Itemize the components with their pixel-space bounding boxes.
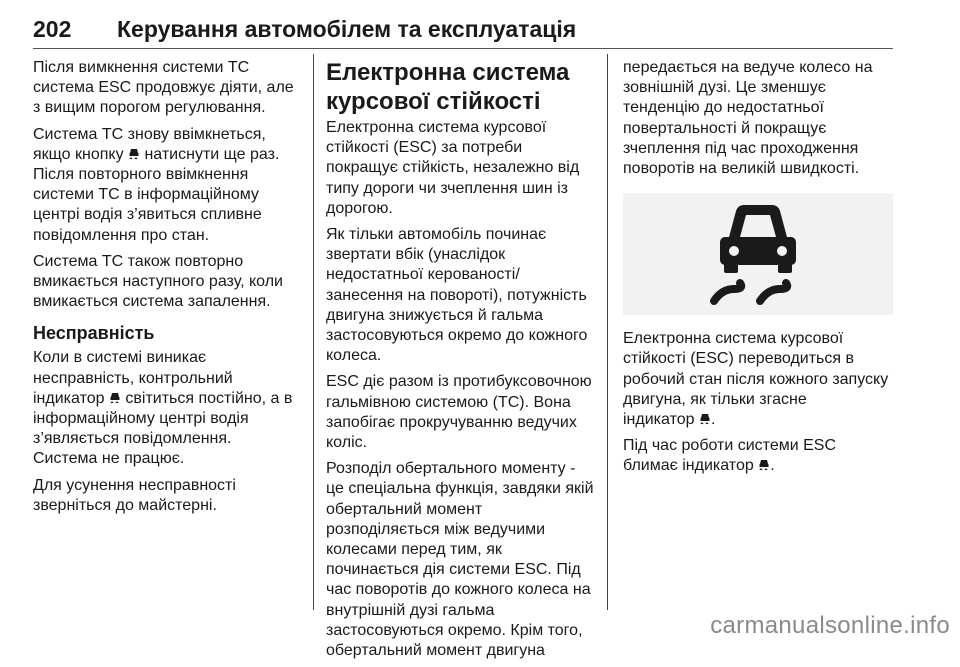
- text-span: Система ТС знову ввімкнеться, якщо кнопку: [33, 125, 266, 163]
- paragraph-esc-tc: ESC діє разом із протибуксовочною гальмівною системою (ТС). Вона запобігає прокручуванню ведучих коліс.: [326, 373, 592, 452]
- paragraph-esc-action: Як тільки автомобіль починає звертати вбік (унаслідок недостатньої керованості/ занесення на повороті), потужність двигуна знижується й гальма застосовуються окремо до кожного колеса.: [326, 226, 588, 365]
- column-divider: [607, 54, 608, 610]
- paragraph-fault: [33, 348, 303, 469]
- paragraph-esc-blink: [623, 436, 893, 476]
- paragraph-workshop: Для усунення несправності зверніться до майстерні.: [33, 476, 236, 514]
- text-span: натиснути ще раз.: [140, 145, 280, 163]
- section-title: Електронна система курсової стійкості: [326, 59, 570, 115]
- paragraph-tc-ignition: Система ТС також повторно вмикається наступного разу, коли вмикається система запалення.: [33, 252, 283, 311]
- column-middle: [326, 58, 596, 667]
- page-number: 202: [33, 16, 72, 42]
- skidding-car-icon: [109, 391, 121, 405]
- text-span: Коли в системі виникає несправність, контрольний індикатор: [33, 349, 233, 407]
- skidding-car-icon: [128, 147, 140, 161]
- text-span: .: [770, 457, 775, 475]
- text-span: Під час роботи системи ESC блимає індикатор: [623, 437, 836, 475]
- esc-indicator-illustration: [623, 193, 893, 315]
- paragraph-torque-cont: передається на ведуче колесо на зовнішній дузі. Це зменшує тенденцію до недостатньої повертальності й покращує зчеплення під час проходження поворотів на великій швидкості.: [623, 59, 873, 178]
- text-span: Електронна система курсової стійкості (ESC) переводиться в робочий стан після кожного запуску двигуна, як тільки згасне індикатор: [623, 330, 889, 429]
- column-left: [33, 58, 303, 522]
- paragraph-torque: Розподіл обертального моменту - це спеціальна функція, завдяки якій обертальний момент розподіляється між ведучими колесами перед тим, як починається дія системи ESC. Під час поворотів до кожного колеса на внутрішній дузі гальма застосовуються окремо. Крім того, обертальний момент двигуна: [326, 460, 594, 660]
- column-right: [623, 58, 893, 483]
- paragraph-tc-off: Після вимкнення системи ТС система ESC продовжує діяти, але з вищим порогом регулювання.: [33, 59, 294, 117]
- esc-indicator-icon: [706, 197, 810, 311]
- chapter-title: Керування автомобілем та експлуатація: [117, 16, 577, 42]
- skidding-car-icon: [699, 412, 711, 426]
- text-span: світиться постійно, а в інформаційному центрі водія з’являється повідомлення. Система не працює.: [33, 389, 293, 468]
- skidding-car-icon: [758, 458, 770, 472]
- page-header: [33, 12, 893, 49]
- paragraph-esc-start: [623, 329, 893, 430]
- heading-fault: Несправність: [33, 323, 155, 344]
- paragraph-tc-reactivate: [33, 125, 303, 246]
- paragraph-esc-intro: Електронна система курсової стійкості (ESC) за потреби покращує стійкість, незалежно від типу дороги чи зчеплення шин із дорогою.: [326, 119, 580, 217]
- watermark: carmanualsonline.info: [710, 612, 950, 639]
- column-divider: [313, 54, 314, 610]
- text-span: .: [710, 411, 716, 429]
- text-span: Після повторного ввімкнення системи ТС в інформаційному центрі водія з’явиться спливне повідомлення про стан.: [33, 166, 262, 244]
